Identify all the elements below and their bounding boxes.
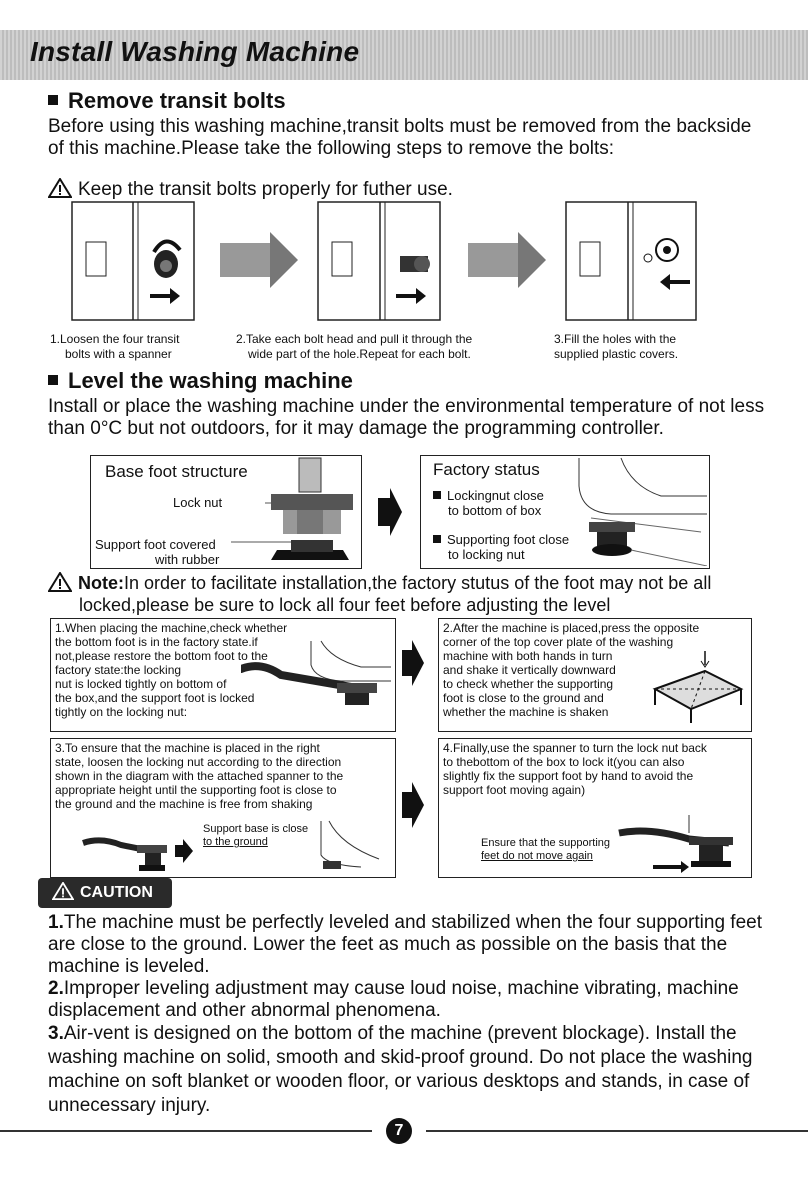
box4-label-line1: Ensure that the supporting (481, 837, 611, 849)
step-arrow-1 (220, 232, 298, 288)
page-number: 7 (386, 1118, 412, 1144)
box1-line: the bottom foot is in the factory state.if (55, 635, 258, 649)
bullet-icon (48, 375, 58, 385)
box3-label-line1: Support base is close (203, 823, 309, 835)
level-step-1-box (50, 618, 396, 732)
factory-b1-line2: to bottom of box (448, 503, 542, 518)
level-step-2-box (438, 618, 752, 732)
step3-line2: supplied plastic covers. (554, 347, 679, 361)
support-foot-label-1: Support foot covered (95, 537, 216, 552)
box2-line: 2.After the machine is placed,press the opposite (443, 621, 700, 635)
lock-nut-label: Lock nut (173, 495, 223, 510)
box2-line: to check whether the supporting (443, 677, 614, 691)
caution-item-3-num: 3. (48, 1023, 64, 1044)
box4-label-line2: feet do not move again (481, 850, 593, 862)
box4-line: 4.Finally,use the spanner to turn the lock nut back (443, 741, 707, 755)
bullet-icon (433, 535, 441, 543)
step3-line1: 3.Fill the holes with the (554, 332, 677, 346)
spanner-foot-drawing (241, 639, 391, 729)
foot-lock-drawing (589, 813, 749, 875)
box3-line: the ground and the machine is free from shaking (55, 797, 313, 811)
box4-line: slightly fix the support foot by hand to avoid the (443, 769, 694, 783)
box2-line: corner of the top cover plate of the washing (443, 635, 674, 649)
step1-diagram (72, 202, 194, 320)
caution-item-3-text: Air-vent is designed on the bottom of the machine (prevent blockage). Install the washing machine on solid, smooth and skid-proof ground. Do not place the washing machine on soft blanket or wooden floor, or various desktops and stands, in case of unnecessary injury. (48, 1023, 753, 1116)
section-heading-text: Level the washing machine (68, 368, 353, 393)
box1-line: 1.When placing the machine,check whether (55, 621, 288, 635)
bullet-icon (433, 491, 441, 499)
box1-line: nut is locked tightly on bottom of (55, 677, 227, 691)
machine-shake-drawing (645, 649, 745, 727)
note-text-2: locked,please be sure to lock all four feet before adjusting the level (79, 595, 611, 615)
caution-item-2-num: 2. (48, 978, 64, 999)
factory-b2-line2: to locking nut (448, 547, 525, 562)
factory-bullet-2 (433, 532, 569, 562)
step-arrow-2 (468, 232, 546, 288)
box1-line: not,please restore the bottom foot to the (55, 649, 268, 663)
remove-bolts-intro: Before using this washing machine,transit bolts must be removed from the backside of this machine.Please take the following steps to remove the bolts: (48, 116, 752, 159)
caution-item-3 (48, 1022, 774, 1118)
box2-line: foot is close to the ground and (443, 691, 604, 705)
bolt-removal-diagrams (70, 198, 710, 328)
step2-line1: 2.Take each bolt head and pull it through the (236, 332, 473, 346)
box3-line: appropriate height until the supporting foot is close to (55, 783, 337, 797)
warning-icon (48, 178, 72, 198)
step3-diagram (566, 202, 696, 320)
box2-line: and shake it vertically downward (443, 663, 616, 677)
box2-line: whether the machine is shaken (443, 705, 609, 719)
step1-line1: 1.Loosen the four transit (50, 332, 180, 346)
support-foot-label-2: with rubber (155, 552, 220, 567)
caution-item-2 (48, 978, 774, 1022)
factory-foot-drawing (571, 456, 707, 566)
section-heading-remove-bolts (48, 88, 286, 114)
note (48, 572, 778, 616)
right-arrow-icon (376, 488, 404, 536)
step1-caption (50, 332, 179, 362)
foot-structure-drawing (231, 456, 361, 566)
box1-line: the box,and the support foot is locked (55, 691, 255, 705)
box2-line: machine with both hands in turn (443, 649, 613, 663)
level-step-3-text (55, 741, 391, 811)
footer-rule-right (426, 1130, 808, 1132)
level-intro: Install or place the washing machine under the environmental temperature of not less than 0°C but not outdoors, for it may damage the programming controller. (48, 396, 765, 439)
factory-status-title: Factory status (433, 460, 540, 479)
step1-line2: bolts with a spanner (65, 347, 172, 361)
box4-line: support foot moving again) (443, 783, 586, 797)
base-foot-structure-box (90, 455, 362, 569)
level-step-3-box (50, 738, 396, 878)
step2-caption (236, 332, 472, 362)
box3-label-line2: to the ground (203, 836, 268, 848)
caution-item-2-text: Improper leveling adjustment may cause loud noise, machine vibrating, machine displacement and other abnormal phenomena. (48, 978, 739, 1021)
right-arrow-icon (400, 782, 426, 828)
caution-item-1-num: 1. (48, 912, 64, 933)
warning-icon (48, 572, 72, 592)
foot-adjust-drawing (81, 815, 381, 875)
step2-diagram (318, 202, 440, 320)
warning-text: Keep the transit bolts properly for futher use. (78, 179, 453, 200)
caution-item-1-text: The machine must be perfectly leveled and stabilized when the four supporting feet are close to the ground. Lower the feet as much as possible on the basis that the machine is leveled. (48, 912, 762, 977)
step3-caption (554, 332, 678, 362)
box1-line: tightly on the locking nut: (55, 705, 188, 719)
box3-line: state, loosen the locking nut according to the direction (55, 755, 342, 769)
footer-rule-left (0, 1130, 372, 1132)
box1-line: factory state:the locking (55, 663, 182, 677)
level-step-4-text (443, 741, 749, 797)
factory-b2-line1: Supporting foot close (447, 532, 570, 547)
level-step-4-box (438, 738, 752, 878)
right-arrow-icon (400, 640, 426, 686)
caution-item-1 (48, 912, 774, 978)
box4-line: to thebottom of the box to lock it(you can also (443, 755, 685, 769)
step2-line2: wide part of the hole.Repeat for each bolt. (248, 347, 471, 361)
warning-icon (52, 882, 74, 900)
box3-line: 3.To ensure that the machine is placed in the right (55, 741, 320, 755)
section-heading-text: Remove transit bolts (68, 88, 286, 113)
factory-status-box (420, 455, 710, 569)
factory-b1-line1: Lockingnut close (447, 488, 544, 503)
section-heading-level (48, 368, 353, 394)
note-label: Note: (78, 573, 124, 593)
note-text-1: In order to facilitate installation,the factory stutus of the foot may not be all (124, 573, 712, 593)
base-foot-title: Base foot structure (105, 462, 248, 481)
caution-label: CAUTION (80, 884, 153, 901)
bullet-icon (48, 95, 58, 105)
box3-line: shown in the diagram with the attached spanner to the (55, 769, 344, 783)
page-title: Install Washing Machine (30, 36, 360, 67)
factory-bullet-1 (433, 488, 544, 518)
caution-badge (38, 878, 172, 908)
